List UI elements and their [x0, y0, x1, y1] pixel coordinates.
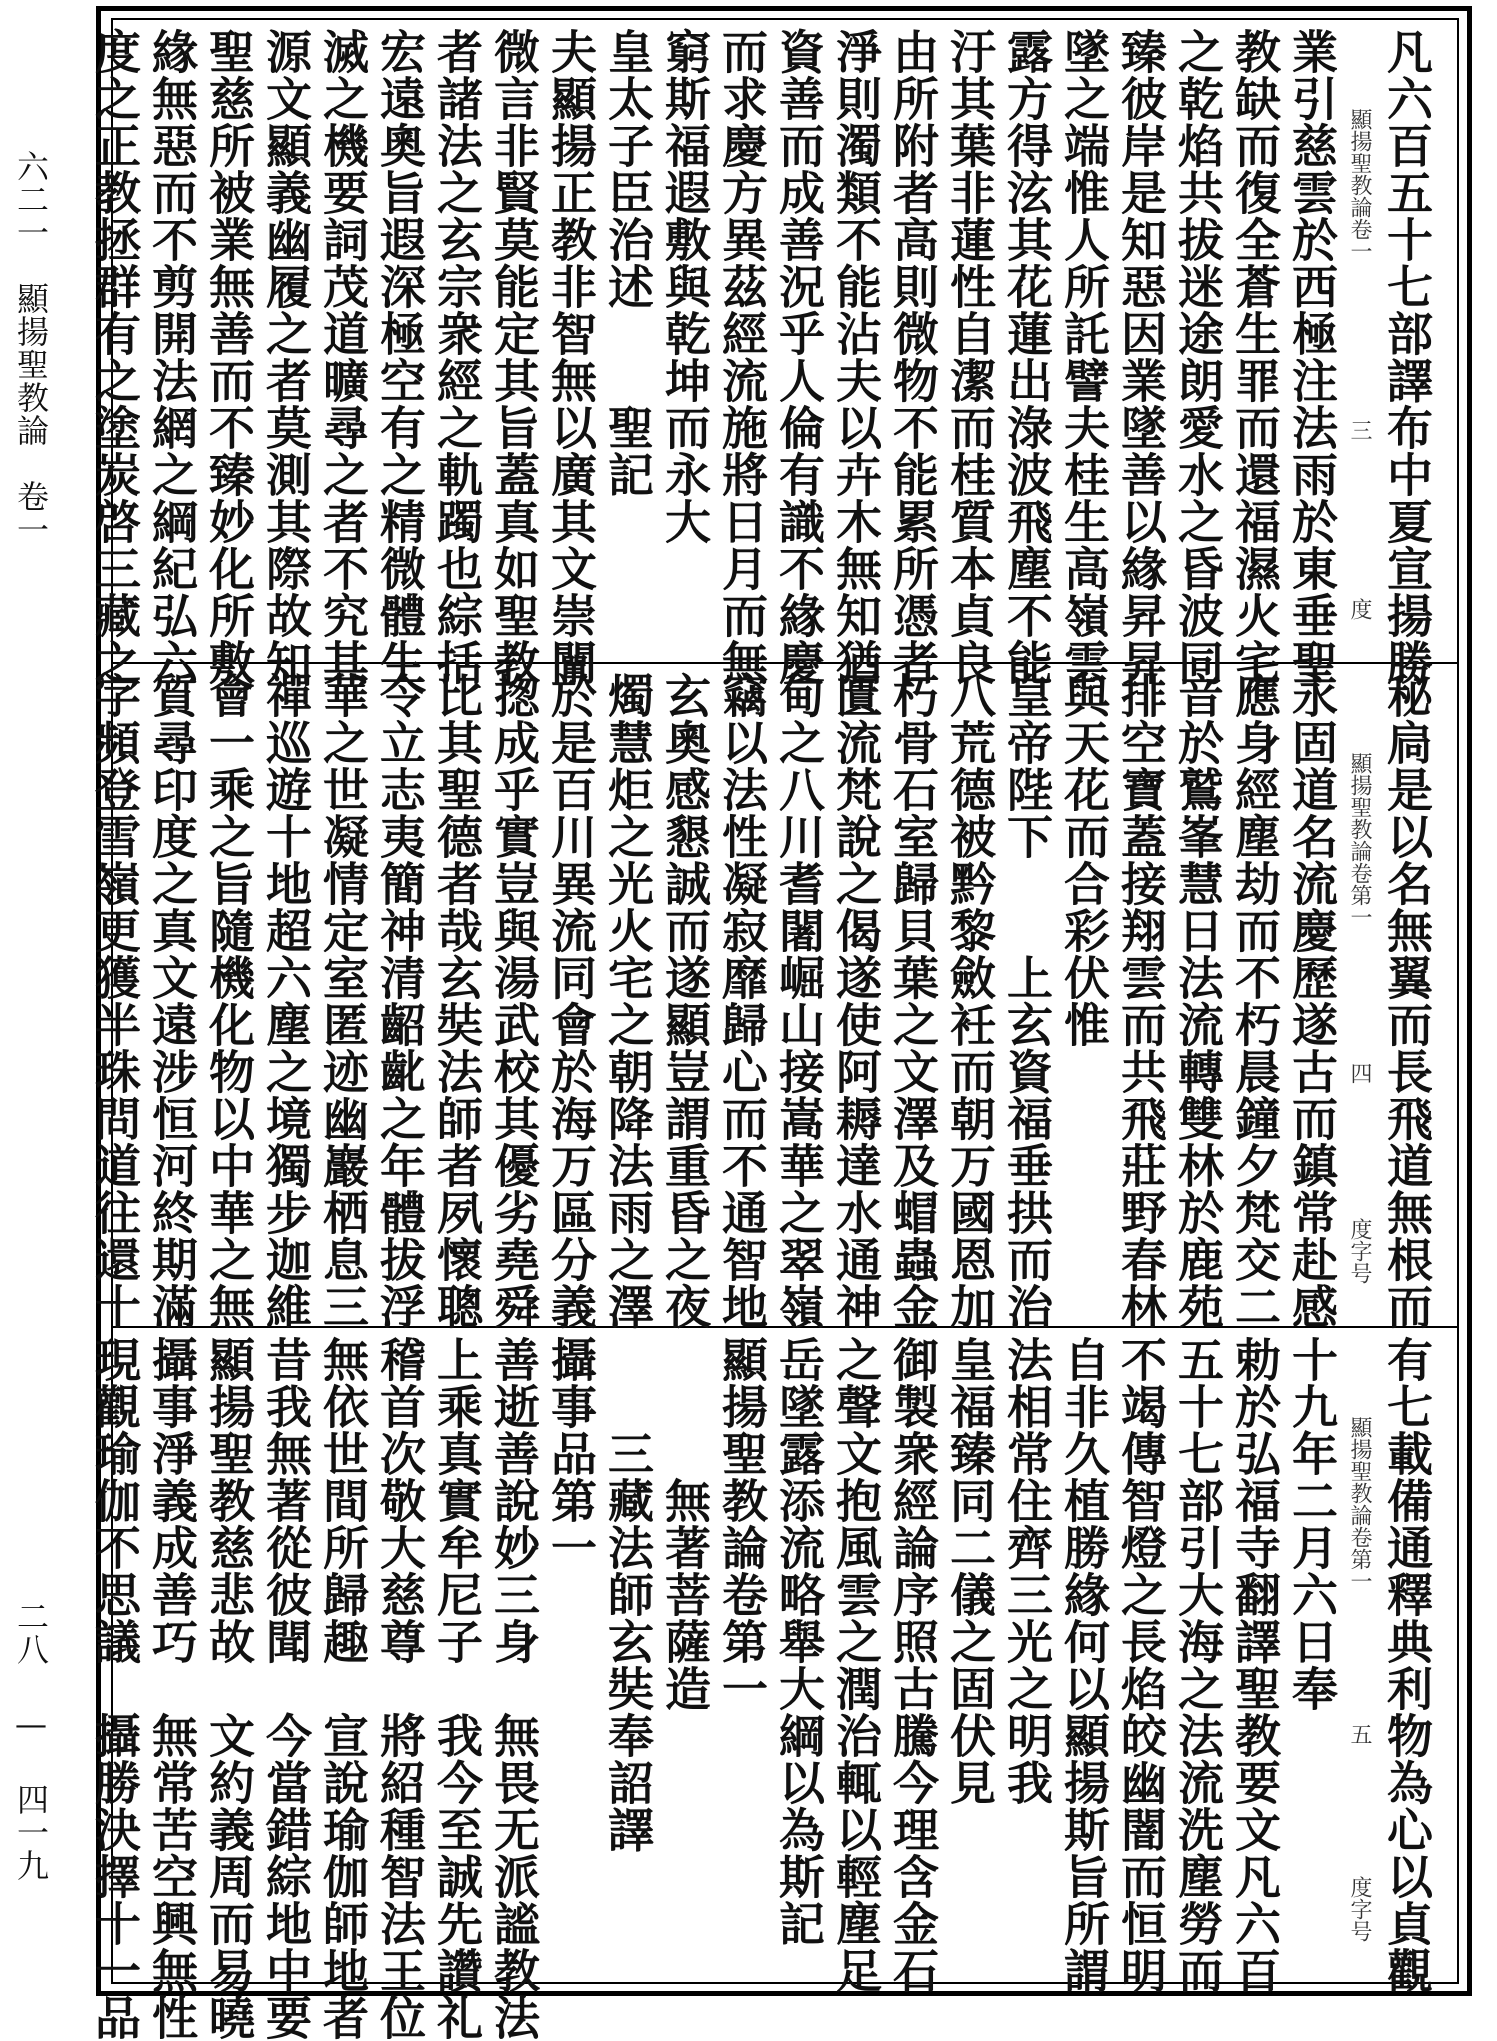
text-column: 八荒德被黔黎斂衽而朝万國恩加 [943, 672, 997, 1330]
text-column: 露方得泫其花蓮出淥波飛塵不能 [1000, 28, 1054, 686]
text-column: 顯揚聖教論卷第一 [715, 1336, 769, 1712]
text-column: 與天花而合彩伏惟 [1057, 672, 1111, 1048]
text-column: 善逝善說妙三身 無畏无派謐教法 [487, 1336, 541, 2041]
text-column: 皇太子臣治述 聖記 [601, 28, 655, 498]
text-column: 上乘真實牟尼子 我今至誠先讚礼 [430, 1336, 484, 2041]
text-column: 夫顯揚正教非智無以廣其文崇闡 [544, 28, 598, 686]
text-column: 三藏法師玄奘奉詔譯 [601, 1336, 655, 1853]
text-column: 秘扃是以名無翼而長飛道無根而 [1380, 672, 1434, 1330]
text-column: 法相常住齊三光之明我 [1000, 1336, 1054, 1806]
text-column: 攝事品第一 [544, 1336, 598, 1571]
text-column: 由所附者高則微物不能累所憑者 [886, 28, 940, 686]
margin-page-number: 二八 — 四一九 [12, 1600, 50, 1882]
text-column: 有七載備通釋典利物為心以貞觀 [1380, 1336, 1434, 1994]
text-column: 而求慶方異茲經流施將日月而無 [715, 28, 769, 686]
running-header [1340, 1336, 1378, 1982]
text-column: 不竭傳智燈之長焰皎幽闇而恒明 [1114, 1336, 1168, 1994]
text-column: 皇福臻同二儀之固伏見 [943, 1336, 997, 1806]
text-column: 宏遠奧旨遐深極空有之精微體生 [373, 28, 427, 686]
text-column: 度之正教拯群有之塗炭啓三藏之 [88, 28, 142, 686]
text-column: 永固道名流慶歷遂古而鎮常赴感 [1285, 672, 1339, 1330]
text-column: 墜之端惟人所託譬夫桂生高嶺雲 [1057, 28, 1111, 686]
header-code: 度字号 [1347, 1218, 1372, 1284]
header-code: 度字号 [1347, 1876, 1372, 1942]
text-column: 十九年二月六日奉 [1285, 1336, 1339, 1712]
text-column: 令立志夷簡神清齠齔之年體拔浮 [373, 672, 427, 1330]
text-column: 於是百川異流同會於海万區分義 [544, 672, 598, 1330]
text-column: 昔我無著從彼聞 今當錯綜地中要 [259, 1336, 313, 2041]
text-column: 音於鷲峯慧日法流轉雙林於鹿苑 [1171, 672, 1225, 1330]
text-column: 教缺而復全蒼生罪而還福濕火宅 [1228, 28, 1282, 686]
running-header [1340, 28, 1378, 660]
text-column: 御製衆經論序照古騰今理含金石 [886, 1336, 940, 1994]
text-block-2 [88, 664, 1457, 1330]
text-column: 燭慧炬之光火宅之朝降法雨之澤 [601, 672, 655, 1330]
text-column: 竊以法性凝寂靡歸心而不通智地 [715, 672, 769, 1330]
text-column: 聖慈所被業無善而不臻妙化所敷 [202, 28, 256, 686]
text-column: 之乾焰共拔迷途朗愛水之昏波同 [1171, 28, 1225, 686]
header-page: 四 [1347, 1062, 1372, 1084]
text-column: 自非久植勝緣何以顯揚斯旨所謂 [1057, 1336, 1111, 1994]
text-column: 緣無惡而不剪開法網之綱紀弘六 [145, 28, 199, 686]
header-page: 三 [1347, 419, 1372, 441]
text-block-1 [88, 20, 1457, 686]
text-column: 禪巡遊十地超六塵之境獨步迦維 [259, 672, 313, 1330]
text-column: 比其聖德者哉玄奘法師者夙懷聰 [430, 672, 484, 1330]
text-block-3 [88, 1328, 1457, 2041]
text-column: 臻彼岸是知惡因業墜善以緣昇昇 [1114, 28, 1168, 686]
text-column: 微言非賢莫能定其旨蓋真如聖教 [487, 28, 541, 686]
text-column: 之聲文抱風雲之潤治輒以輕塵足 [829, 1336, 883, 1994]
text-column: 稽首次敬大慈尊 將紹種智法王位 [373, 1336, 427, 2041]
text-column: 現觀瑜伽不思議 攝勝決擇十一品 [88, 1336, 142, 2041]
text-column: 應身經塵劫而不朽晨鐘夕梵交二 [1228, 672, 1282, 1330]
text-column: 無著菩薩造 [658, 1336, 712, 1712]
header-title: 顯揚聖教論卷第一 [1347, 752, 1372, 928]
text-column: 字頻登雪嶺更獲半珠問道往還十 [88, 672, 142, 1330]
text-column: 淨則濁類不能沾夫以卉木無知猶 [829, 28, 883, 686]
text-column: 者諸法之玄宗衆經之軌躅也綜括 [430, 28, 484, 686]
text-column: 甸之八川耆闍崛山接嵩華之翠嶺 [772, 672, 826, 1330]
text-column: 五十七部引大海之法流洗塵勞而 [1171, 1336, 1225, 1994]
text-column: 匱流梵說之偈遂使阿耨達水通神 [829, 672, 883, 1330]
text-column: 業引慈雲於西極注法雨於東垂聖 [1285, 28, 1339, 686]
text-column: 滅之機要詞茂道曠尋之者不究其 [316, 28, 370, 686]
text-column: 顯揚聖教慈悲故 文約義周而易曉 [202, 1336, 256, 2041]
text-column: 揔成乎實豈與湯武校其優劣堯舜 [487, 672, 541, 1330]
header-code: 度 [1347, 598, 1372, 620]
header-title: 顯揚聖教論卷第一 [1347, 1416, 1372, 1592]
text-column: 攝事淨義成善巧 無常苦空興無性 [145, 1336, 199, 2041]
text-column: 朽骨石室歸貝葉之文澤及蝐蟲金 [886, 672, 940, 1330]
header-page: 五 [1347, 1723, 1372, 1745]
text-column: 資善而成善況乎人倫有識不緣慶 [772, 28, 826, 686]
header-title: 顯揚聖教論卷一 [1347, 108, 1372, 262]
text-column: 質尋印度之真文遠涉恒河終期滿 [145, 672, 199, 1330]
running-header [1340, 672, 1378, 1324]
text-column: 皇帝陛下 上玄資福垂拱而治 [1000, 672, 1054, 1330]
text-column: 汙其葉非蓮性自潔而桂質本貞良 [943, 28, 997, 686]
margin-title: 六二一 顯揚聖教論 卷一 [12, 150, 50, 546]
text-column: 源文顯義幽履之者莫測其際故知 [259, 28, 313, 686]
text-column: 無依世間所歸趣 宣說瑜伽師地者 [316, 1336, 370, 2041]
text-column: 勅於弘福寺翻譯聖教要文凡六百 [1228, 1336, 1282, 1994]
text-column: 窮斯福遐敷與乾坤而永大 [658, 28, 712, 545]
text-column: 岳墜露添流略舉大綱以為斯記 [772, 1336, 826, 1947]
text-column: 排空寶蓋接翔雲而共飛莊野春林 [1114, 672, 1168, 1330]
text-column: 會一乘之旨隨機化物以中華之無 [202, 672, 256, 1330]
text-column: 凡六百五十七部譯布中夏宣揚勝 [1380, 28, 1434, 686]
text-column: 玄奧感懇誠而遂顯豈謂重昏之夜 [658, 672, 712, 1330]
text-column: 華之世凝情定室匿迹幽巖栖息三 [316, 672, 370, 1330]
